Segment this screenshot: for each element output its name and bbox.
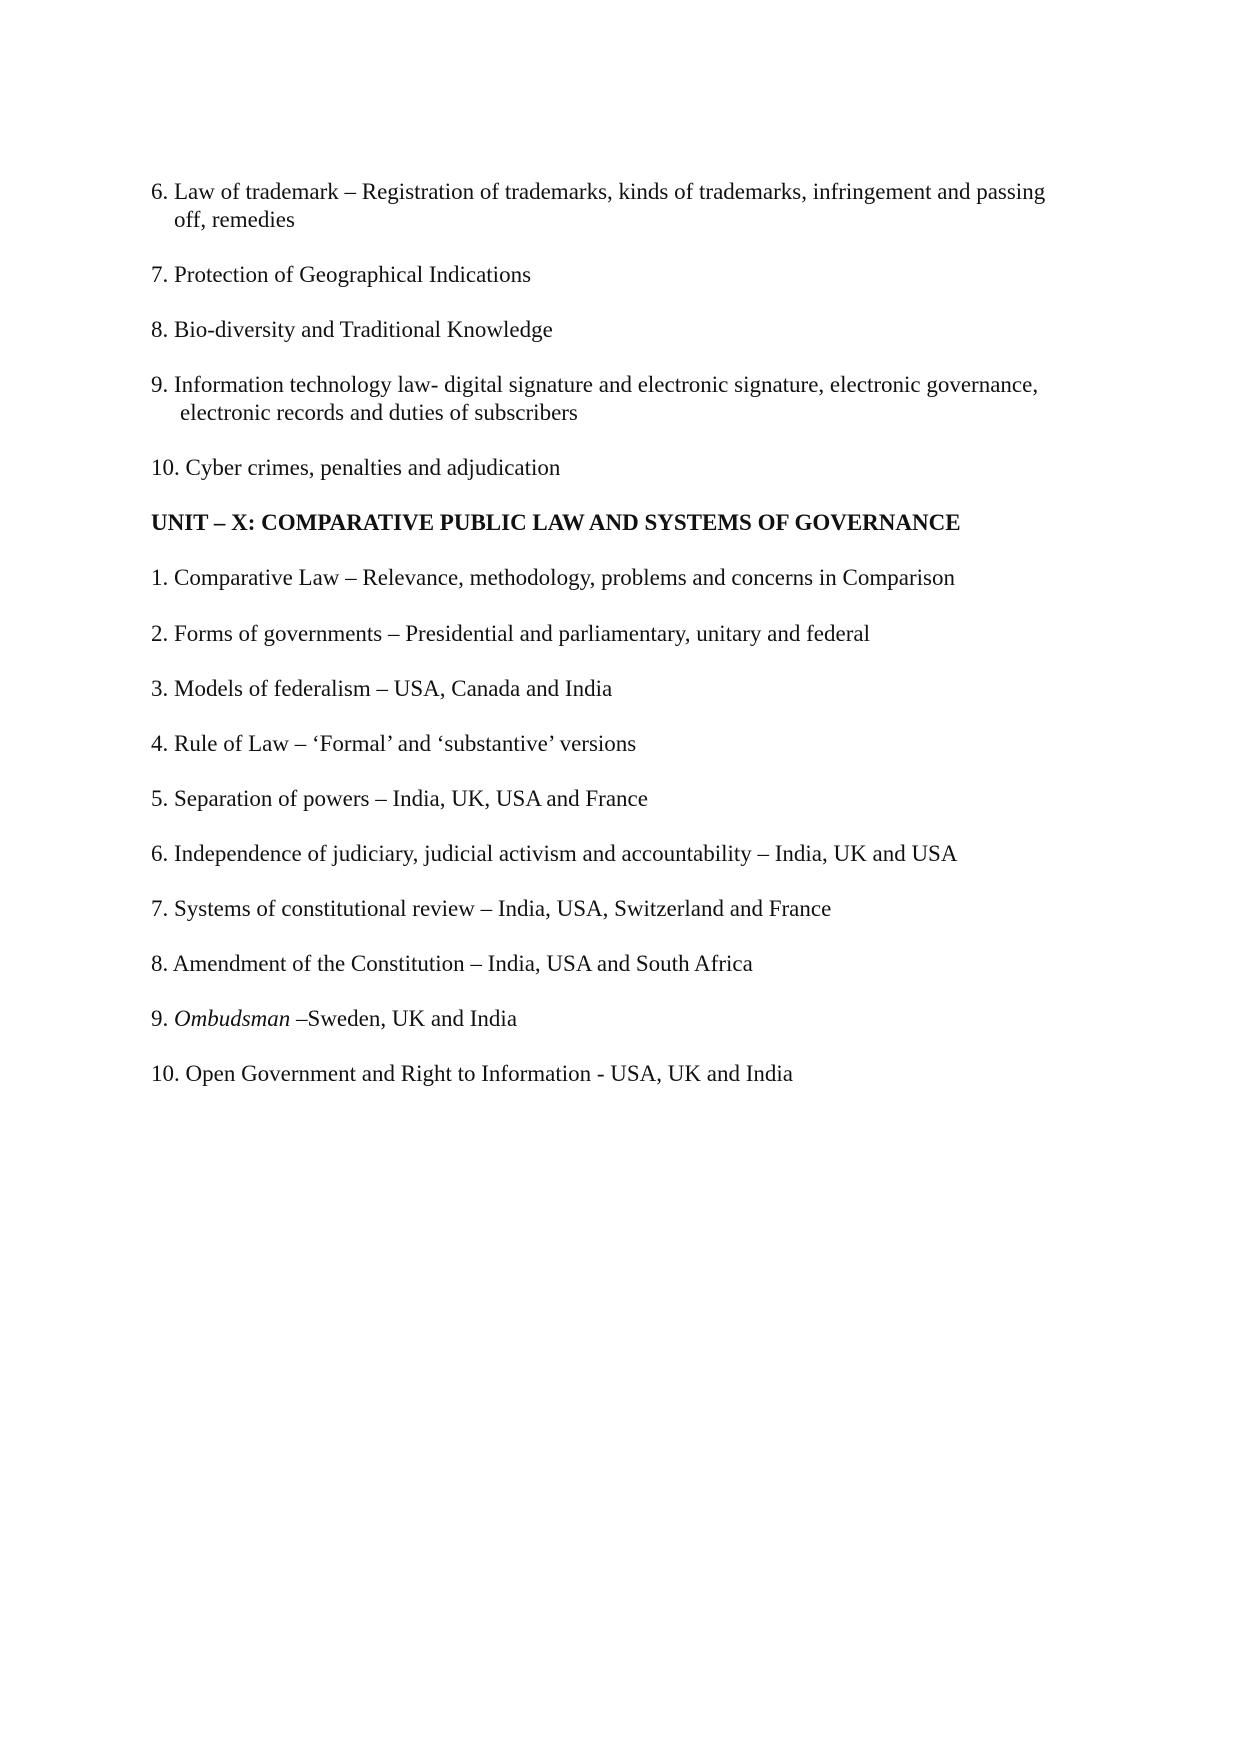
list-item-information-technology: 9. Information technology law- digital signature and electronic signature, electronic governance, [151,372,1039,397]
list-item-trademark-continued: off, remedies [174,207,295,232]
unit-heading: UNIT – X: COMPARATIVE PUBLIC LAW AND SYSTEMS OF GOVERNANCE [151,510,961,535]
list-item-bio-diversity: 8. Bio-diversity and Traditional Knowledge [151,317,553,342]
list-item-ombudsman [151,1005,517,1032]
ombudsman-prefix: 9. [151,1006,174,1031]
list-item-trademark: 6. Law of trademark – Registration of trademarks, kinds of trademarks, infringement and passing [151,179,1046,204]
list-item-geographical-indications: 7. Protection of Geographical Indications [151,262,532,287]
list-item-constitutional-review: 7. Systems of constitutional review – India, USA, Switzerland and France [151,896,832,921]
list-item-amendment: 8. Amendment of the Constitution – India, USA and South Africa [151,951,753,976]
list-item-independence-of-judiciary: 6. Independence of judiciary, judicial activism and accountability – India, UK and USA [151,841,958,866]
list-item-comparative-law: 1. Comparative Law – Relevance, methodology, problems and concerns in Comparison [151,565,955,590]
list-item-separation-of-powers: 5. Separation of powers – India, UK, USA and France [151,786,648,811]
list-item-information-technology-continued: electronic records and duties of subscribers [180,400,578,425]
list-item-models-of-federalism: 3. Models of federalism – USA, Canada and India [151,676,613,701]
ombudsman-suffix: –Sweden, UK and India [290,1006,518,1031]
list-item-forms-of-governments: 2. Forms of governments – Presidential and parliamentary, unitary and federal [151,621,870,646]
ombudsman-italic: Ombudsman [174,1006,291,1031]
list-item-cyber-crimes: 10. Cyber crimes, penalties and adjudication [151,455,561,480]
list-item-rule-of-law: 4. Rule of Law – ‘Formal’ and ‘substantive’ versions [151,731,637,756]
list-item-open-government: 10. Open Government and Right to Information - USA, UK and India [151,1061,793,1086]
